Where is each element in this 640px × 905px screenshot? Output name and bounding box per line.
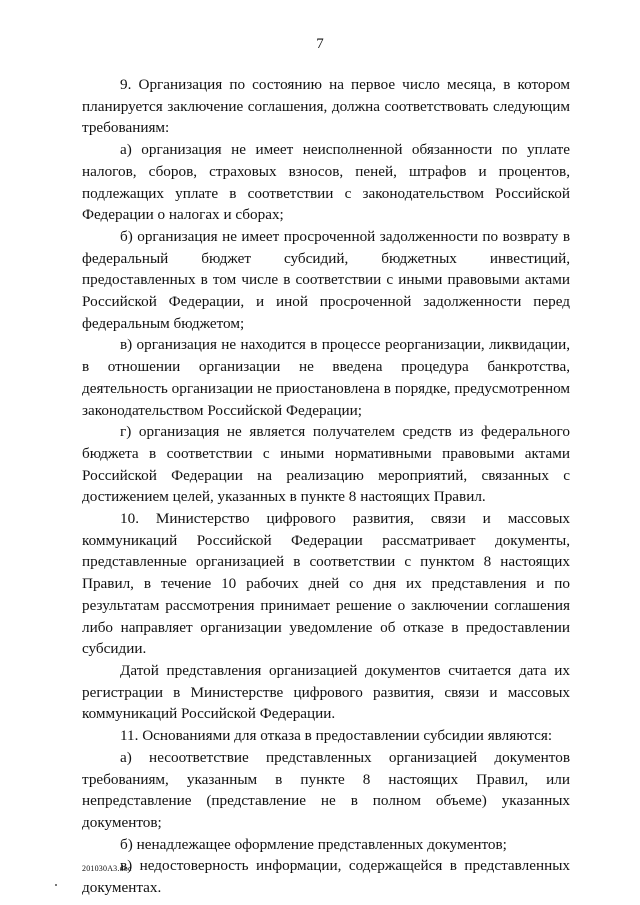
paragraph-9-a: а) организация не имеет неисполненной обязанности по уплате налогов, сборов, страховых взносов, пеней, штрафов и процентов, подлежащих уплате в соответствии с законодательством Российской Федерации о налогах и сборах; <box>82 141 570 224</box>
paragraph-11-intro: 11. Основаниями для отказа в предоставлении субсидии являются: <box>120 727 553 745</box>
paragraph-9-v: в) организация не находится в процессе реорганизации, ликвидации, в отношении организации не введена процедура банкротства, деятельность организации не приостановлена в порядке, предусмотренном законодательством Российской Федерации; <box>82 336 570 419</box>
page-number: 7 <box>316 36 324 52</box>
paragraph-11-b: б) ненадлежащее оформление представленных документов; <box>120 835 507 853</box>
paragraph-10: 10. Министерство цифрового развития, связи и массовых коммуникаций Российской Федерации рассматривает документы, представленные организацией в соответствии с пунктом 8 настоящих Правил, в течение 10 рабочих дней со дня их представления и по результатам рассмотрения принимает решение о заключении соглашения либо направляет организации уведомление об отказе в предоставлении субсидии. <box>82 510 570 658</box>
document-body <box>82 74 570 899</box>
paragraph-11-a: а) несоответствие представленных организацией документов требованиям, указанным в пункте 8 настоящих Правил, или непредставление (представление не в полном объеме) указанных документов; <box>82 748 570 831</box>
paragraph-9-g: г) организация не является получателем средств из федерального бюджета в соответствии с иными нормативными правовыми актами Российской Федерации на реализацию мероприятий, связанных с достижением целей, указанных в пункте 8 настоящих Правил. <box>82 423 570 506</box>
paragraph-11-v: в) недостоверность информации, содержащейся в представленных документах. <box>82 857 570 897</box>
paragraph-9-b: б) организация не имеет просроченной задолженности по возврату в федеральный бюджет субсидий, бюджетных инвестиций, предоставленных в том числе в соответствии с иными правовыми актами Российской Федерации, и иной просроченной задолженности перед федеральным бюджетом; <box>82 227 570 332</box>
paragraph-9-intro: 9. Организация по состоянию на первое число месяца, в котором планируется заключение соглашения, должна соответствовать следующим требованиям: <box>82 76 570 137</box>
paragraph-10-date: Датой представления организацией документов считается дата их регистрации в Министерстве цифрового развития, связи и массовых коммуникаций Российской Федерации. <box>82 661 570 723</box>
footer-file-code: 201030A3.doc <box>82 864 132 873</box>
scan-dot <box>55 884 57 886</box>
